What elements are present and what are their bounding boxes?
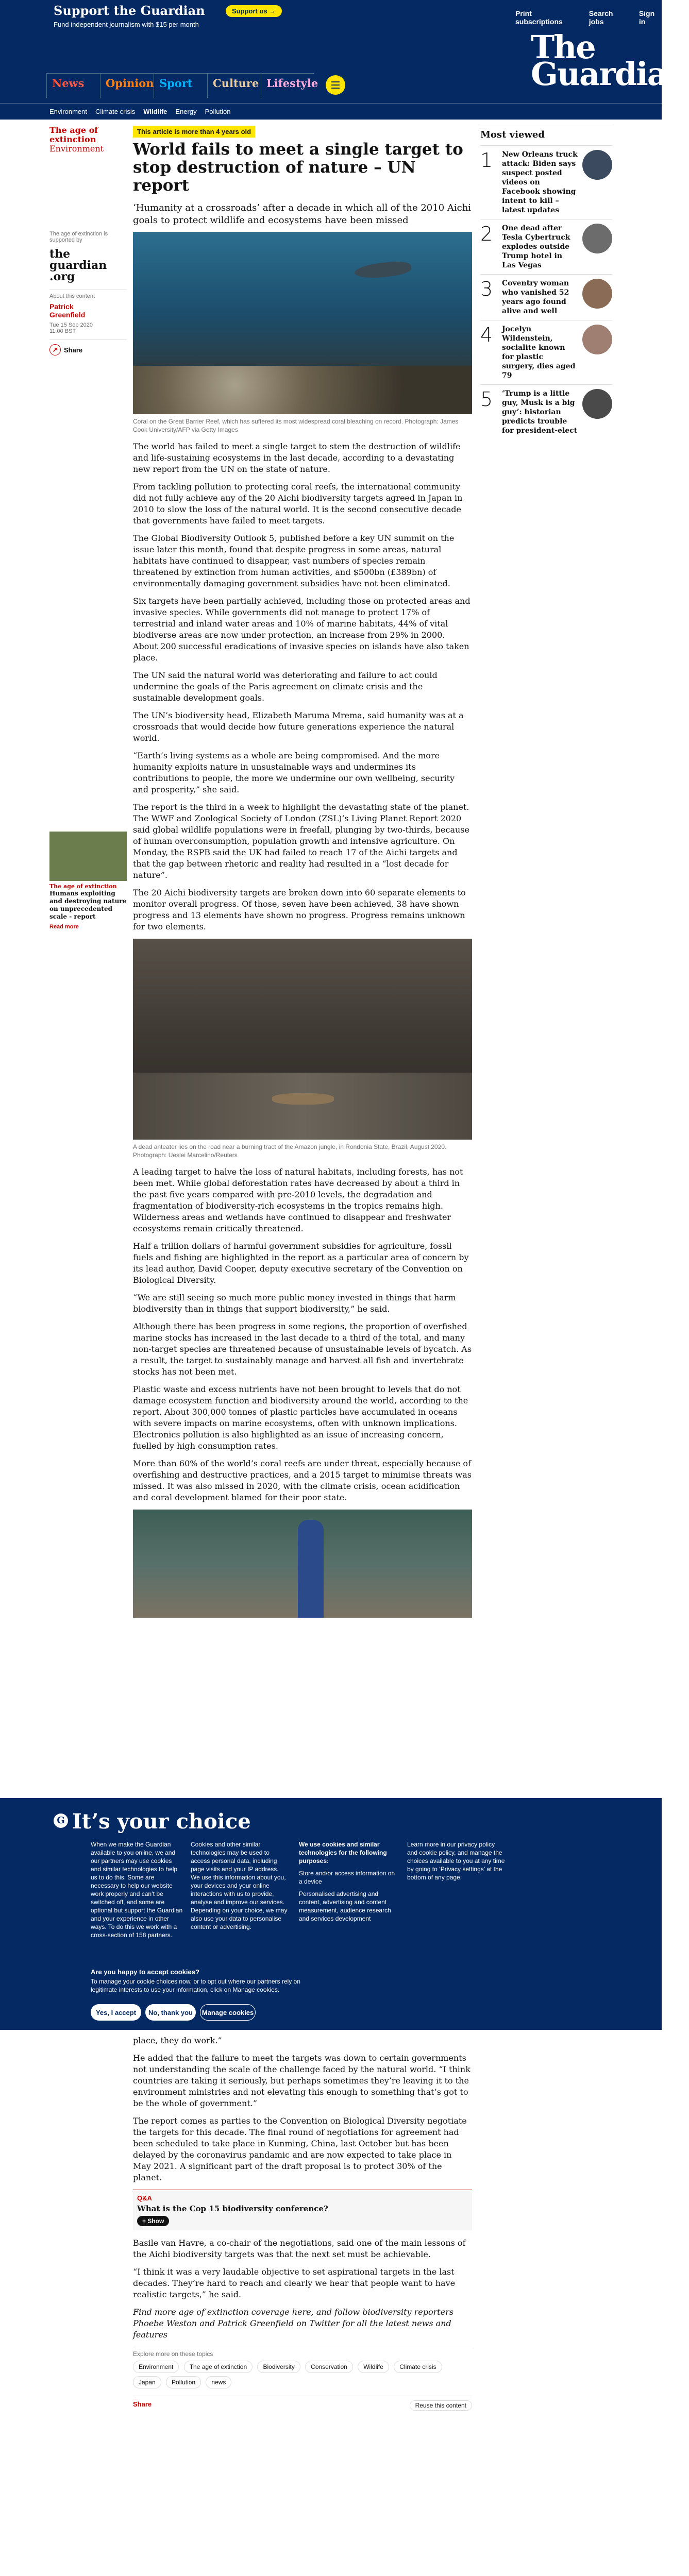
- consent-text-2: Cookies and other similar technologies may be used to access personal data, including page visits and your IP address. We use this information about you, your devices and your online interactions with us to provide, analyse and improve our services. Depending on your choice, we may also use your data to personalise content or advertising.: [191, 1841, 288, 1930]
- inline-promo[interactable]: [49, 832, 127, 930]
- rank-number: 5: [480, 388, 493, 411]
- nav-news[interactable]: News: [46, 74, 100, 98]
- promo-read-more[interactable]: Read more: [49, 924, 79, 930]
- cookie-consent-banner: [0, 1798, 662, 2030]
- thumbnail: [582, 279, 612, 309]
- headline-text: Jocelyn Wildenstein, socialite known for plastic surgery, dies aged 79: [502, 325, 576, 380]
- subsection-label[interactable]: Environment: [49, 144, 104, 154]
- nav-sport[interactable]: Sport: [154, 74, 207, 98]
- para-11: Half a trillion dollars of harmful government subsidies for agriculture, fossil fuels and fishing are highlighted in the report as a particular area of concern by its lead author, David Cooper, deputy executive secretary of the Convention on Biological Diversity.: [133, 1241, 469, 1285]
- search-jobs-link[interactable]: Search jobs: [589, 9, 613, 26]
- subnav-energy[interactable]: Energy: [175, 108, 197, 115]
- tag[interactable]: Conservation: [305, 2361, 353, 2373]
- article-body: [133, 126, 472, 1618]
- headline: World fails to meet a single target to stop destruction of nature – UN report: [133, 140, 463, 195]
- funder-logo[interactable]: the guardian .org: [49, 247, 107, 283]
- qa-label: Q&A: [137, 2194, 152, 2202]
- thumbnail: [582, 150, 612, 180]
- share-button[interactable]: Share: [64, 346, 83, 354]
- support-title: Support the Guardian: [54, 3, 205, 18]
- consent-purpose-1: Store and/or access information on a device: [299, 1870, 395, 1885]
- logo-line1: The: [531, 28, 595, 66]
- print-subscriptions-link[interactable]: Print subscriptions: [515, 9, 563, 26]
- para-18: The report comes as parties to the Convention on Biological Diversity negotiate the targets for this decade. The final round of negotiations for agreement had been scheduled to take place in Kunming, China, last October but has been delayed by the coronavirus pandamic and are now expected to take place in May 2021. A significant part of the draft proposal is to protect 30% of the planet.: [133, 2116, 467, 2182]
- tag[interactable]: Biodiversity: [257, 2361, 300, 2373]
- qa-show-button[interactable]: + Show: [137, 2216, 169, 2226]
- para-9: The 20 Aichi biodiversity targets are broken down into 60 separate elements to monitor overall progress. Of those, seven have been achieved, 38 have shown progress and 13 elements have shown no progress. Progress remains unknown for two elements.: [133, 888, 466, 931]
- para-15: More than 60% of the world’s coral reefs are under threat, especially because of overfishing and destructive practices, and a 2015 target to minimise threats was missed. It was also missed in 2020, with the climate crisis, ocean acidification and coral development blamed for their poor state.: [133, 1459, 472, 1502]
- nav-culture[interactable]: Culture: [207, 74, 261, 98]
- publish-date: Tue 15 Sep 2020 11.00 BST: [49, 322, 93, 334]
- accept-cookies-button[interactable]: Yes, I accept: [91, 2004, 141, 2021]
- para-20: “I think it was a very laudable objective to set aspirational targets in the last decades. They’re hard to reach and clearly we hear that people want to have realistic targets,” he said.: [133, 2267, 456, 2299]
- most-viewed-item[interactable]: [480, 145, 612, 219]
- reuse-content-link[interactable]: Reuse this content: [410, 2400, 472, 2411]
- share-bottom-button[interactable]: Share: [133, 2400, 152, 2408]
- para-19: Basile van Havre, a co-chair of the negotiations, said one of the main lessons of the Aichi biodiversity targets was that the next set must be achievable.: [133, 2238, 466, 2259]
- subnav-climate[interactable]: Climate crisis: [95, 108, 136, 115]
- sub-nav: [0, 103, 662, 120]
- subnav-pollution[interactable]: Pollution: [205, 108, 231, 115]
- tag[interactable]: Pollution: [166, 2376, 201, 2388]
- headline-text: New Orleans truck attack: Biden says suspect posted videos on Facebook showing intent to kill – latest updates: [502, 150, 578, 214]
- guardian-logo[interactable]: [531, 28, 689, 93]
- guardian-g-icon: G: [54, 1814, 68, 1828]
- para-5: The UN said the natural world was deteriorating and failure to act could undermine the goals of the Paris agreement on climate crisis and the sustainable development goals.: [133, 670, 438, 703]
- para-4: Six targets have been partially achieved, including those on protected areas and invasive species. While governments did not manage to protect 17% of terrestrial and inland water areas and 10% of marine habitats, 44% of vital biodiverse areas are now under protection, an increase from 29% in 2000. About 200 successful eradications of invasive species on islands have also taken place.: [133, 596, 470, 663]
- rank-number: 2: [480, 223, 493, 245]
- consent-subtext: To manage your cookie choices now, or to opt out where our partners rely on legitimate interests to use your information, click on Manage cookies.: [91, 1978, 300, 1993]
- age-warning: This article is more than 4 years old: [133, 126, 255, 138]
- para-12: “We are still seeing so much more public money invested in things that harm biodiversity than in things that support biodiversity,” he said.: [133, 1293, 456, 1314]
- headline-text: Coventry woman who vanished 52 years ago found alive and well: [502, 279, 569, 315]
- anteater-shape: [272, 1093, 334, 1105]
- consent-title: It’s your choice: [72, 1809, 251, 1834]
- para-13: Although there has been progress in some regions, the proportion of overfished marine stocks has increased in the last decade to a third of the total, and many non-target species are threatened because of unsustainable levels of bycatch. As a result, the target to sustainably manage and harvest all fish and invertebrate stocks has not been met.: [133, 1321, 472, 1377]
- para-1: The world has failed to meet a single target to stem the destruction of wildlife and life-sustaining ecosystems in the last decade, according to a devastating new report from the UN on the state of nature.: [133, 442, 461, 474]
- article-body-lower: [133, 2035, 472, 2411]
- headline-text: ‘Trump is a little guy, Musk is a big guy’: historian predicts trouble for president-elect: [502, 389, 578, 435]
- thumbnail: [582, 224, 612, 253]
- section-label[interactable]: The age of extinction: [49, 125, 98, 144]
- consent-purposes-heading: We use cookies and similar technologies for the following purposes:: [299, 1841, 387, 1865]
- subnav-wildlife[interactable]: Wildlife: [143, 108, 167, 115]
- tag[interactable]: Wildlife: [358, 2361, 389, 2373]
- manage-cookies-button[interactable]: Manage cookies: [200, 2004, 256, 2021]
- fishing-photo: [133, 1510, 472, 1618]
- sign-in-link[interactable]: Sign in: [638, 9, 655, 26]
- consent-text-1: When we make the Guardian available to you online, we and our partners may use cookies and similar technologies to help us to do this. Some are necessary to help our website work properly and can’t be switched off, and some are optional but support the Guardian and your experience in other ways. To do this we work with a cross-section of 158 partners.: [91, 1841, 183, 1939]
- support-button[interactable]: Support us →: [226, 5, 282, 17]
- supported-by: The age of extinction is supported by: [49, 231, 108, 243]
- rank-number: 3: [480, 278, 493, 300]
- tag[interactable]: Climate crisis: [394, 2361, 442, 2373]
- site-header: [0, 0, 689, 120]
- share-icon[interactable]: ↗: [49, 344, 61, 355]
- subnav-environment[interactable]: Environment: [49, 108, 87, 115]
- most-viewed-aside: [480, 126, 612, 439]
- qa-question: What is the Cop 15 biodiversity conference?: [137, 2204, 328, 2213]
- explore-label: Explore more on these topics: [133, 2350, 213, 2358]
- thumbnail: [582, 389, 612, 419]
- rank-number: 1: [480, 149, 493, 172]
- most-viewed-item[interactable]: [480, 219, 612, 274]
- qa-box: [133, 2190, 472, 2230]
- tag[interactable]: Japan: [133, 2376, 161, 2388]
- para-14: Plastic waste and excess nutrients have not been brought to levels that do not damage ecosystem function and biodiversity around the world, according to the report. About 300,000 tonnes of plastic particles have accumulated in oceans with severe impacts on marine ecosystems, often with unknown implications. Electronics pollution is also highlighted as an issue of increasing concern, fuelled by high consumption rates.: [133, 1384, 468, 1451]
- consent-purpose-2: Personalised advertising and content, advertising and content measurement, audience research and services development: [299, 1890, 391, 1922]
- para-16: place, they do work.”: [133, 2036, 222, 2045]
- main-nav: [46, 73, 318, 98]
- nav-opinion[interactable]: Opinion: [100, 74, 154, 98]
- caption-2: A dead anteater lies on the road near a burning tract of the Amazon jungle, in Rondonia State, Brazil, August 2020. Photograph: Ueslei Marcelino/Reuters: [133, 1143, 447, 1159]
- para-21: Find more age of extinction coverage here, and follow biodiversity reporters Phoebe Weston and Patrick Greenfield on Twitter for all the latest news and features: [133, 2307, 454, 2340]
- logo-line2: Guardian: [531, 55, 689, 93]
- road: [133, 1073, 472, 1140]
- article-meta: [49, 125, 127, 930]
- reef-floor: [133, 366, 472, 414]
- para-8: The report is the third in a week to highlight the devastating state of the planet. The WWF and Zoological Society of London (ZSL)’s Living Planet Report 2020 said global wildlife populations were in freefall, plunging by two-thirds, because of human overconsumption, population growth and intensive agriculture. On Monday, the RSPB said the UK had failed to reach 17 of the Aichi targets and that the gap between rhetoric and reality had resulted in a “lost decade for nature”.: [133, 802, 469, 880]
- anteater-photo: [133, 939, 472, 1140]
- support-subtitle: Fund independent journalism with $15 per month: [54, 21, 199, 28]
- caption-1: Coral on the Great Barrier Reef, which has suffered its most widespread coral bleaching on record. Photograph: James Cook University/AFP via Getty Images: [133, 418, 459, 433]
- most-viewed-title: Most viewed: [480, 126, 612, 145]
- tag[interactable]: Environment: [133, 2361, 179, 2373]
- promo-kicker: The age of extinction: [49, 883, 117, 890]
- para-3: The Global Biodiversity Outlook 5, published before a key UN summit on the issue later this month, found that despite progress in some areas, natural habitats have continued to disappear, vast numbers of species remain threatened by extinction from human activities, and $500bn (£389bn) of environmentally damaging government subsidies have not been eliminated.: [133, 533, 455, 588]
- about-content-link[interactable]: About this content: [49, 290, 127, 299]
- promo-image: [49, 832, 127, 881]
- para-10: A leading target to halve the loss of natural habitats, including forests, has not been met. While global deforestation rates have decreased by about a third in the past five years compared with pre-2010 levels, the degradation and fragmentation of biodiversity-rich ecosystems in the tropics remains high. Wilderness areas and wetlands have continued to disappear and freshwater ecosystems remain critically threatened.: [133, 1167, 463, 1233]
- shark-shape: [354, 260, 412, 280]
- menu-icon[interactable]: [326, 75, 345, 95]
- person-shape: [298, 1520, 324, 1618]
- rank-number: 4: [480, 324, 493, 346]
- coral-reef-photo: [133, 232, 472, 414]
- para-7: “Earth’s living systems as a whole are being compromised. And the more humanity exploits nature in unsustainable ways and undermines its contributions to people, the more we undermine our own wellbeing, security and prosperity,” she said.: [133, 751, 455, 794]
- top-links: [515, 9, 662, 26]
- author-link[interactable]: Patrick Greenfield: [49, 302, 86, 319]
- tag[interactable]: news: [206, 2376, 231, 2388]
- para-6: The UN’s biodiversity head, Elizabeth Maruma Mrema, said humanity was at a crossroads that would decide how future generations experience the natural world.: [133, 710, 464, 743]
- promo-title: Humans exploiting and destroying nature on unprecedented scale - report: [49, 890, 127, 920]
- reject-cookies-button[interactable]: No, thank you: [145, 2004, 196, 2021]
- nav-lifestyle[interactable]: Lifestyle: [261, 74, 314, 98]
- consent-text-4[interactable]: Learn more in our privacy policy and cookie policy, and manage the choices available to you at any time by going to ‘Privacy settings’ at the bottom of any page.: [407, 1841, 505, 1881]
- thumbnail: [582, 325, 612, 354]
- consent-question: Are you happy to accept cookies?: [91, 1968, 199, 1976]
- most-viewed-item[interactable]: [480, 384, 612, 439]
- headline-text: One dead after Tesla Cybertruck explodes outside Trump hotel in Las Vegas: [502, 224, 570, 269]
- most-viewed-item[interactable]: [480, 320, 612, 384]
- standfirst: ‘Humanity at a crossroads’ after a decade in which all of the 2010 Aichi goals to protect wildlife and ecosystems have been missed: [133, 202, 472, 226]
- para-17: He added that the failure to meet the targets was down to certain governments not understanding the scale of the challenge faced by the natural world. “I think countries are taking it seriously, but perhaps sometimes they’re leaving it to the environment ministries and not elevating this enough to something that’s got to be the whole of government.”: [133, 2053, 470, 2108]
- para-2: From tackling pollution to protecting coral reefs, the international community did not fully achieve any of the 20 Aichi biodiversity targets agreed in Japan in 2010 to slow the loss of the natural world. It is the second consecutive decade that governments have failed to meet targets.: [133, 482, 463, 526]
- tag[interactable]: The age of extinction: [184, 2361, 253, 2373]
- most-viewed-item[interactable]: [480, 274, 612, 320]
